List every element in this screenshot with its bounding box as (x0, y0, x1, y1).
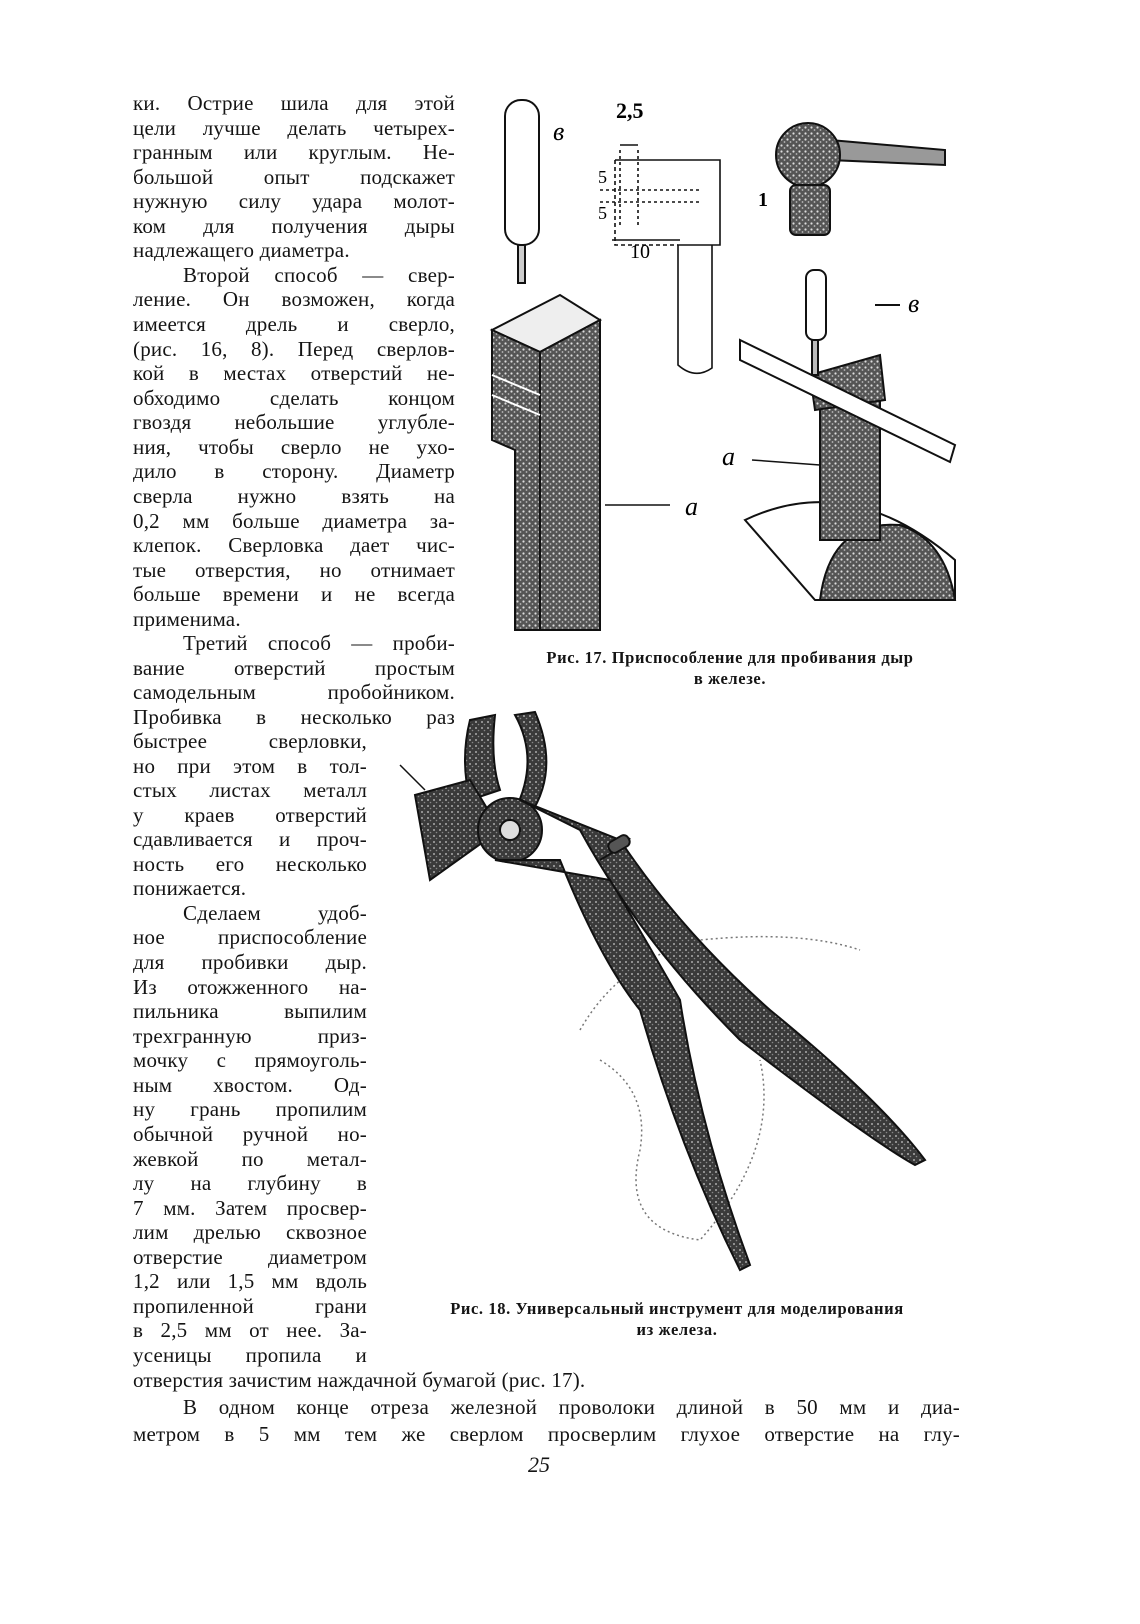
text-line: отверстие диаметром (133, 1244, 367, 1269)
text-line: Пробивка в несколько раз (133, 705, 455, 729)
text-line: ление. Он возможен, когда (133, 287, 455, 312)
text-line: 1,2 или 1,5 мм вдоль (133, 1269, 367, 1294)
text-line: усеницы пропила и (133, 1343, 367, 1367)
text-line: сверла нужно взять на (133, 483, 455, 508)
text-line: у краев отверстий (133, 802, 367, 827)
text-line: Второй способ — свер- (183, 262, 455, 287)
text-line: пильника выпилим (133, 999, 367, 1024)
text-line: отверстия зачистим наждачной бумагой (рис. 17). (133, 1368, 586, 1392)
text-line: для пробивки дыр. (133, 950, 367, 975)
text-line: лу на глубину в (133, 1171, 367, 1196)
text-line: сдавливается и проч- (133, 827, 367, 852)
prism-block-drawing (492, 295, 600, 630)
hammer-drawing (776, 123, 945, 235)
text-line: клепок. Сверловка дает чис- (133, 533, 455, 558)
text-line: ки. Острие шила для этой (133, 91, 455, 115)
dim-5b: 5 (598, 203, 607, 223)
text-line: самодельным пробойником. (133, 680, 455, 705)
text-line: (рис. 16, 8). Перед сверлов- (133, 336, 455, 361)
text-line: кой в местах отверстий не- (133, 361, 455, 386)
text-line: применима. (133, 606, 241, 631)
text-line: ну грань пропилим (133, 1097, 367, 1122)
text-line: трехгранную приз- (133, 1023, 367, 1048)
label-v-right: в (908, 289, 920, 318)
figure-18-pliers (390, 700, 970, 1290)
text-line: гвоздя небольшие углубле- (133, 410, 455, 435)
text-line: метром в 5 мм тем же сверлом просверлим глухое отверстие на глу- (133, 1422, 960, 1446)
text-line: 0,2 мм больше диаметра за- (133, 508, 455, 533)
text-line: Сделаем удоб- (183, 900, 367, 925)
text-line: Третий способ — проби- (183, 631, 455, 656)
dim-1: 1 (758, 189, 768, 211)
figure-17-caption-line1: Рис. 17. Приспособление для пробивания дыр (546, 648, 914, 667)
text-line: лим дрелью сквозное (133, 1220, 367, 1245)
text-line: вание отверстий простым (133, 655, 455, 680)
text-line: в 2,5 мм от нее. За- (133, 1318, 367, 1343)
text-line: понижается. (133, 876, 247, 901)
text-line: быстрее сверловки, (133, 729, 367, 753)
text-line: мочку с прямоуголь- (133, 1048, 367, 1073)
text-line: пропиленной грани (133, 1293, 367, 1318)
text-line: нужную силу удара молот- (133, 189, 455, 214)
figure-17-caption-line2: в железе. (693, 669, 767, 688)
text-line: большой опыт подскажет (133, 164, 455, 189)
text-line: 7 мм. Затем просвер- (133, 1195, 367, 1220)
dimension-drawing (600, 145, 720, 373)
dim-10: 10 (630, 241, 650, 263)
figure-18-caption-line2: из железа. (636, 1320, 718, 1339)
text-line: ным хвостом. Од- (133, 1072, 367, 1097)
dim-5a: 5 (598, 167, 607, 187)
dim-2-5: 2,5 (616, 98, 644, 123)
text-line: Из отожженного на- (133, 974, 367, 999)
label-a-right: а (722, 442, 735, 471)
text-line: ком для получения дыры (133, 213, 455, 238)
text-line: ность его несколько (133, 851, 367, 876)
text-line: обходимо сделать концом (133, 385, 455, 410)
awl-drawing (505, 100, 539, 283)
label-v: в (553, 117, 565, 146)
figure-17 (480, 90, 980, 640)
text-line: ное приспособление (133, 925, 367, 950)
text-line: тые отверстия, но отнимает (133, 557, 455, 582)
assembled-drawing (740, 270, 955, 600)
text-line: жевкой по метал- (133, 1146, 367, 1171)
text-line: В одном конце отреза железной проволоки длиной в 50 мм и диа- (183, 1395, 960, 1419)
text-line: имеется дрель и сверло, (133, 312, 455, 337)
text-line: гранным или круглым. Не- (133, 140, 455, 165)
page-number: 25 (528, 1452, 550, 1477)
text-line: стых листах металл (133, 778, 367, 803)
text-line: но при этом в тол- (133, 753, 367, 778)
text-line: ния, чтобы сверло не ухо- (133, 434, 455, 459)
text-line: больше времени и не всегда (133, 582, 455, 607)
label-a: а (685, 492, 698, 521)
text-line: дило в сторону. Диаметр (133, 459, 455, 484)
text-line: надлежащего диаметра. (133, 238, 350, 263)
text-line: цели лучше делать четырех- (133, 115, 455, 140)
figure-18-caption-line1: Рис. 18. Универсальный инструмент для моделирования (450, 1299, 904, 1318)
text-line: обычной ручной но- (133, 1121, 367, 1146)
